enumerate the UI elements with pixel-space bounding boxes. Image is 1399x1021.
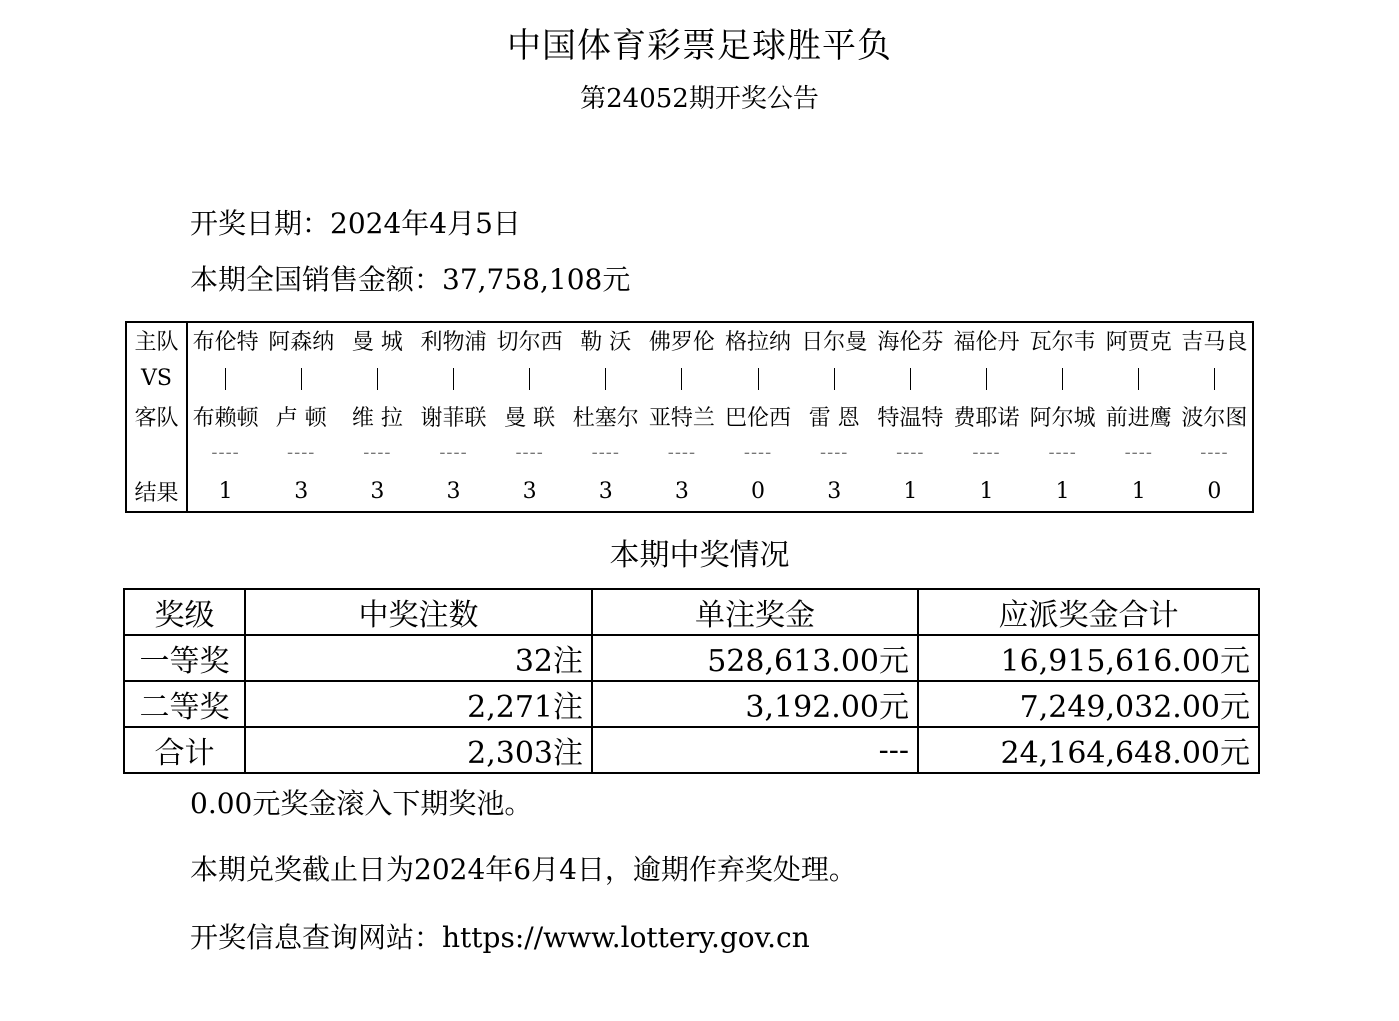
unit-prize: --- [592, 727, 918, 773]
header-level: 奖级 [124, 589, 245, 635]
draw-date: 开奖日期：2024年4月5日 [190, 207, 521, 240]
match-result: 1 [903, 478, 918, 504]
home-team: 曼 城 [351, 329, 403, 355]
website-note: 开奖信息查询网站：https://www.lottery.gov.cn [190, 921, 810, 954]
separator-dash: ---- [896, 441, 925, 463]
vs-divider [872, 357, 948, 399]
separator-dash: ---- [1200, 441, 1229, 463]
away-team: 曼 联 [504, 405, 556, 431]
home-team: 勒 沃 [580, 329, 632, 355]
away-team: 雷 恩 [808, 405, 860, 431]
prize-row-first [124, 635, 1259, 681]
winner-count: 32注 [245, 635, 592, 681]
vs-bar [1138, 368, 1139, 390]
prize-section-title: 本期中奖情况 [609, 538, 790, 573]
deadline-note: 本期兑奖截止日为2024年6月4日，逾期作弃奖处理。 [190, 853, 857, 886]
separator-dash: ---- [820, 441, 849, 463]
away-team: 前进鹰 [1105, 405, 1172, 431]
row-label-home: 主队 [126, 322, 187, 357]
vs-bar [758, 368, 759, 390]
vs-bar [681, 368, 682, 390]
total-prize: 7,249,032.00元 [918, 681, 1259, 727]
vs-divider [720, 357, 796, 399]
home-team: 切尔西 [496, 329, 563, 355]
sales-amount: 本期全国销售金额：37,758,108元 [190, 263, 631, 296]
away-team: 谢菲联 [420, 405, 487, 431]
away-team: 卢 顿 [275, 405, 327, 431]
home-team: 布伦特 [192, 329, 259, 355]
separator-dash: ---- [1124, 441, 1153, 463]
match-table [125, 321, 1254, 513]
vs-row [126, 357, 1253, 399]
vs-divider [339, 357, 415, 399]
separator-dash: ---- [363, 441, 392, 463]
away-team: 布赖顿 [192, 405, 259, 431]
prize-row-total [124, 727, 1259, 773]
away-team: 波尔图 [1181, 405, 1248, 431]
row-label-result: 结果 [126, 471, 187, 512]
separator-dash: ---- [211, 441, 240, 463]
away-team: 费耶诺 [953, 405, 1020, 431]
vs-divider [187, 357, 263, 399]
vs-divider [644, 357, 720, 399]
separator-dash: ---- [667, 441, 697, 463]
away-team: 特温特 [877, 405, 944, 431]
away-team: 阿尔城 [1029, 405, 1096, 431]
home-team: 阿森纳 [268, 329, 335, 355]
match-result: 3 [674, 478, 689, 504]
vs-divider [415, 357, 491, 399]
vs-bar [605, 368, 606, 390]
away-team-row [126, 399, 1253, 433]
home-team: 格拉纳 [725, 329, 792, 355]
home-team: 福伦丹 [953, 329, 1020, 355]
rollover-note: 0.00元奖金滚入下期奖池。 [190, 787, 533, 820]
vs-bar [225, 368, 226, 390]
winner-count: 2,271注 [245, 681, 592, 727]
home-team: 海伦芬 [877, 329, 944, 355]
prize-level: 二等奖 [124, 681, 245, 727]
home-team: 佛罗伦 [648, 329, 715, 355]
separator-dash: ---- [439, 441, 468, 463]
winner-count: 2,303注 [245, 727, 592, 773]
match-result: 1 [1131, 478, 1146, 504]
row-label-blank [126, 433, 187, 471]
total-prize: 24,164,648.00元 [918, 727, 1259, 773]
separator-dash: ---- [743, 441, 773, 463]
match-result: 3 [827, 478, 842, 504]
match-result: 3 [370, 478, 385, 504]
vs-divider [796, 357, 872, 399]
result-row [126, 471, 1253, 512]
vs-divider [1101, 357, 1177, 399]
row-label-away: 客队 [126, 399, 187, 433]
prize-table [123, 588, 1260, 774]
vs-bar [1214, 368, 1215, 390]
home-team: 阿贾克 [1105, 329, 1172, 355]
home-team: 吉马良 [1181, 329, 1248, 355]
vs-bar [986, 368, 987, 390]
vs-divider [948, 357, 1024, 399]
vs-divider [568, 357, 644, 399]
match-result: 0 [1207, 478, 1222, 504]
page-title: 中国体育彩票足球胜平负 [507, 26, 892, 66]
header-winners: 中奖注数 [245, 589, 592, 635]
prize-header-row [124, 589, 1259, 635]
separator-row [126, 433, 1253, 471]
prize-row-second [124, 681, 1259, 727]
vs-divider [492, 357, 568, 399]
vs-bar [834, 368, 835, 390]
home-team-row [126, 322, 1253, 357]
match-result: 0 [751, 478, 766, 504]
vs-divider [1177, 357, 1253, 399]
vs-divider [1025, 357, 1101, 399]
away-team: 杜塞尔 [572, 405, 639, 431]
separator-dash: ---- [287, 441, 316, 463]
separator-dash: ---- [591, 441, 620, 463]
row-label-vs: VS [126, 357, 187, 399]
away-team: 巴伦西 [725, 405, 792, 431]
separator-dash: ---- [1048, 441, 1077, 463]
prize-level: 一等奖 [124, 635, 245, 681]
vs-bar [301, 368, 302, 390]
home-team: 日尔曼 [801, 329, 868, 355]
match-result: 1 [1055, 478, 1070, 504]
unit-prize: 528,613.00元 [592, 635, 918, 681]
home-team: 利物浦 [420, 329, 487, 355]
header-unit-prize: 单注奖金 [592, 589, 918, 635]
vs-divider [263, 357, 339, 399]
vs-bar [453, 368, 454, 390]
match-result: 1 [979, 478, 994, 504]
home-team: 瓦尔韦 [1029, 329, 1096, 355]
vs-bar [910, 368, 911, 390]
vs-bar [529, 368, 530, 390]
vs-bar [1062, 368, 1063, 390]
unit-prize: 3,192.00元 [592, 681, 918, 727]
away-team: 维 拉 [351, 405, 403, 431]
away-team: 亚特兰 [648, 405, 715, 431]
vs-bar [377, 368, 378, 390]
match-result: 3 [598, 478, 613, 504]
match-result: 3 [446, 478, 461, 504]
issue-subtitle: 第24052期开奖公告 [580, 84, 819, 114]
prize-level: 合计 [124, 727, 245, 773]
header-total-prize: 应派奖金合计 [918, 589, 1259, 635]
total-prize: 16,915,616.00元 [918, 635, 1259, 681]
match-result: 3 [522, 478, 537, 504]
separator-dash: ---- [515, 441, 544, 463]
match-result: 1 [218, 478, 233, 504]
match-result: 3 [294, 478, 309, 504]
separator-dash: ---- [972, 441, 1001, 463]
